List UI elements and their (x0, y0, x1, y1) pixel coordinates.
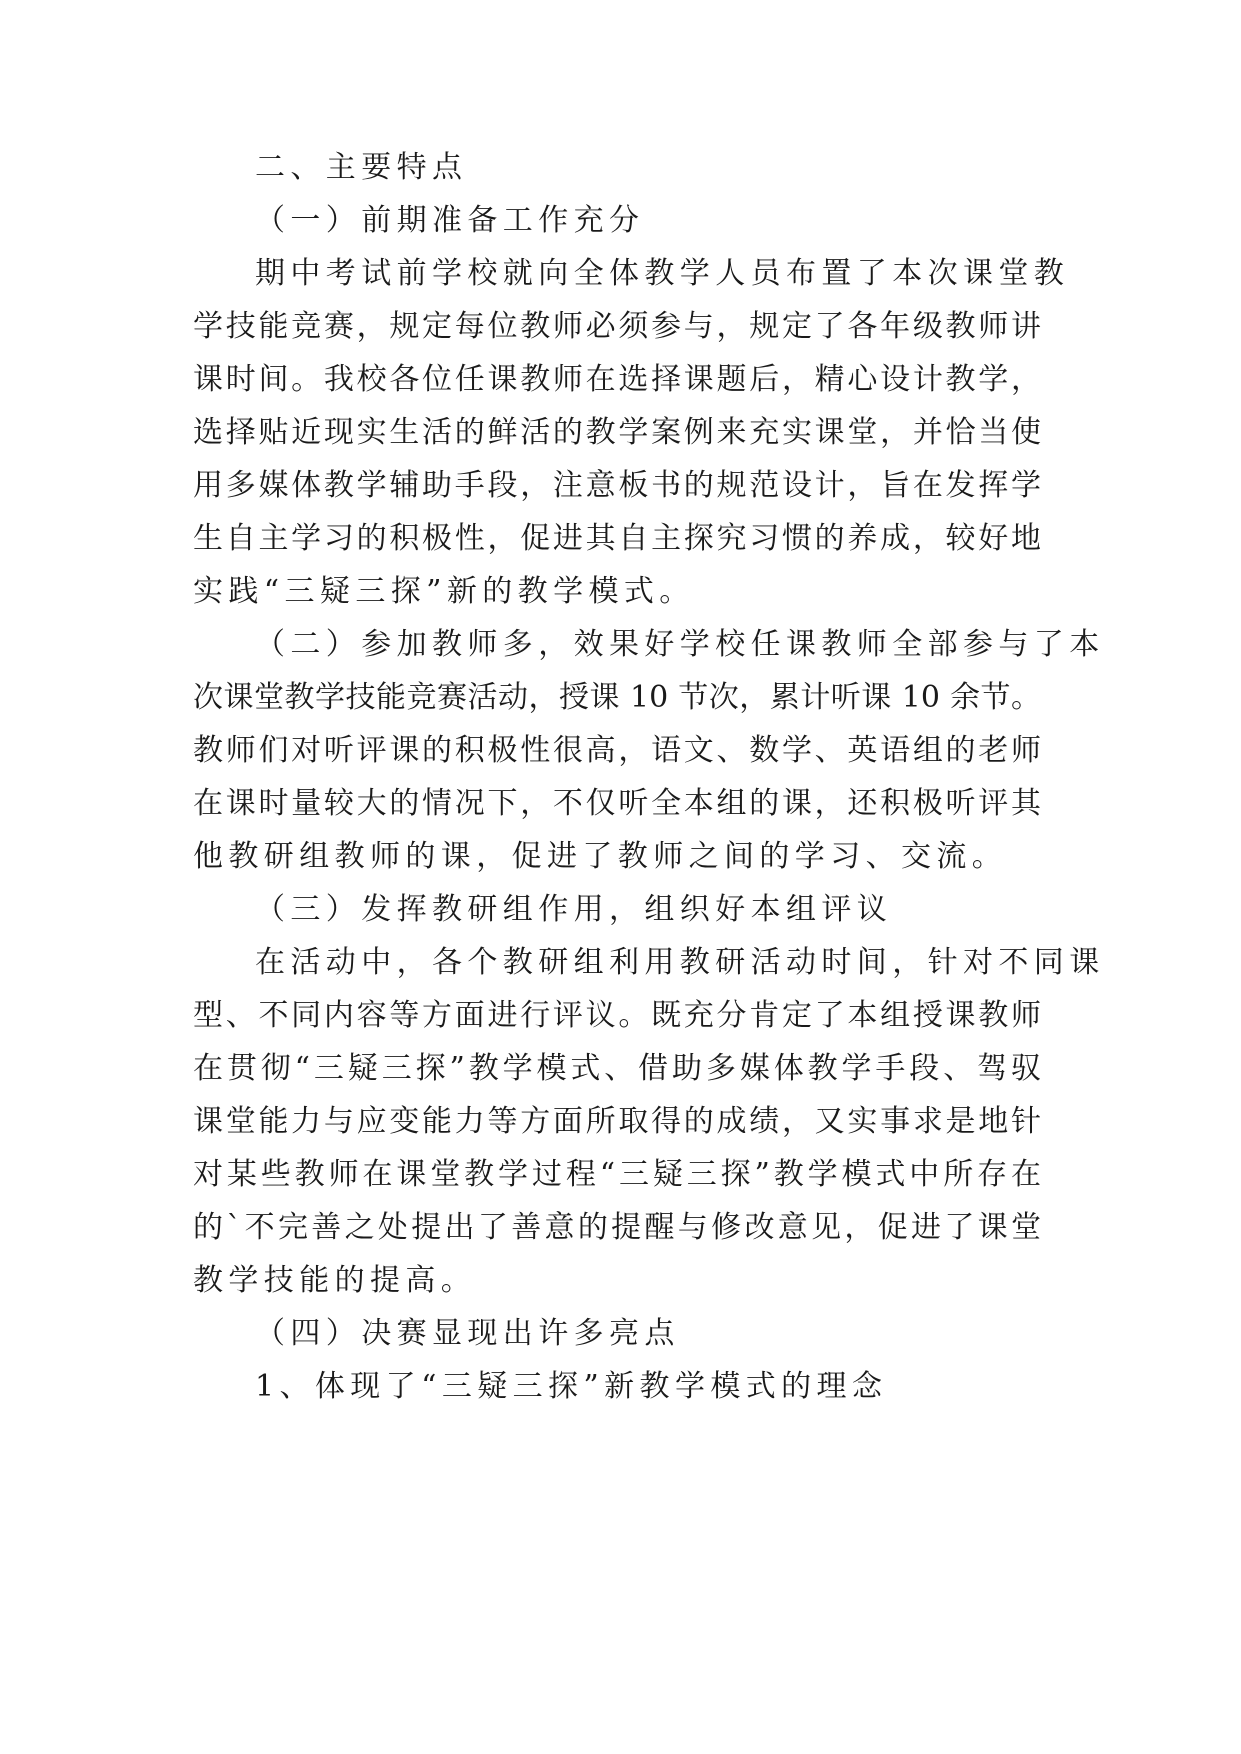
paragraph-line: 教学技能的提高。 (193, 1263, 477, 1298)
paragraph-line: 次课堂教学技能竞赛活动，授课 10 节次，累计听课 10 余节。 (193, 680, 1041, 715)
paragraph-line: 对某些教师在课堂教学过程“三疑三探”教学模式中所存在 (193, 1157, 1041, 1192)
section-heading: 二、主要特点 (255, 150, 468, 185)
paragraph-line: 学技能竞赛，规定每位教师必须参与，规定了各年级教师讲 (193, 309, 1041, 344)
paragraph-line: 在课时量较大的情况下，不仅听全本组的课，还积极听评其 (193, 786, 1041, 821)
paragraph-line: 课时间。我校各位任课教师在选择课题后，精心设计教学， (193, 362, 1041, 397)
list-item-heading: 1、体现了“三疑三探”新教学模式的理念 (255, 1369, 888, 1404)
paragraph-line: 在活动中，各个教研组利用教研活动时间，针对不同课 (255, 945, 1105, 980)
paragraph-line: 在贯彻“三疑三探”教学模式、借助多媒体教学手段、驾驭 (193, 1051, 1041, 1086)
paragraph-line: 用多媒体教学辅助手段，注意板书的规范设计，旨在发挥学 (193, 468, 1041, 503)
paragraph-line: 课堂能力与应变能力等方面所取得的成绩，又实事求是地针 (193, 1104, 1041, 1139)
subsection-heading: （二）参加教师多，效果好学校任课教师全部参与了本 (255, 627, 1105, 662)
paragraph-line: 期中考试前学校就向全体教学人员布置了本次课堂教 (255, 256, 1070, 291)
subsection-heading: （三）发挥教研组作用，组织好本组评议 (255, 892, 893, 927)
paragraph-line: 的`不完善之处提出了善意的提醒与修改意见，促进了课堂 (193, 1210, 1041, 1245)
paragraph-line: 教师们对听评课的积极性很高，语文、数学、英语组的老师 (193, 733, 1041, 768)
subsection-heading: （一）前期准备工作充分 (255, 203, 645, 238)
subsection-heading: （四）决赛显现出许多亮点 (255, 1316, 680, 1351)
paragraph-line: 型、不同内容等方面进行评议。既充分肯定了本组授课教师 (193, 998, 1041, 1033)
paragraph-line: 他教研组教师的课，促进了教师之间的学习、交流。 (193, 839, 1008, 874)
paragraph-line: 实践“三疑三探”新的教学模式。 (193, 574, 695, 609)
paragraph-line: 生自主学习的积极性，促进其自主探究习惯的养成，较好地 (193, 521, 1041, 556)
paragraph-line: 选择贴近现实生活的鲜活的教学案例来充实课堂，并恰当使 (193, 415, 1041, 450)
